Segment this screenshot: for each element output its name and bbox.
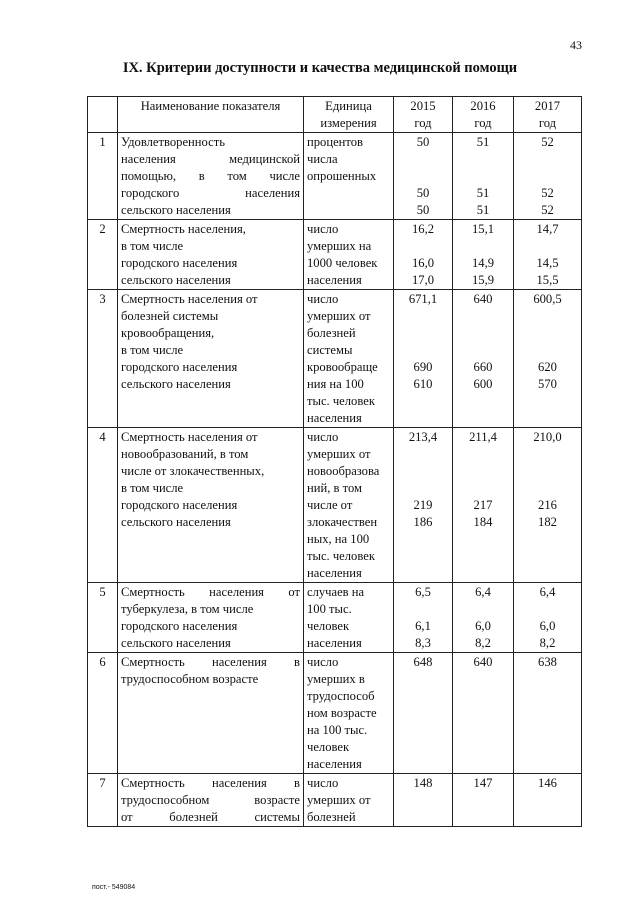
unit-line: умерших в [307, 672, 365, 686]
unit-line: число [307, 292, 339, 306]
value-2017-line [517, 238, 578, 255]
header-year-2017-l1: 2017 [534, 99, 561, 113]
value-2017-line: 620 [538, 360, 557, 374]
value-2016-line: 217 [473, 498, 493, 512]
value-2016-line [456, 168, 510, 185]
value-2016-line [456, 151, 510, 168]
value-2016-line: 184 [473, 515, 493, 529]
value-2016-line [456, 601, 510, 618]
section-title: IX. Критерии доступности и качества медицинской помощи [122, 60, 518, 76]
row-number: 1 [88, 133, 118, 220]
unit-of-measure [304, 774, 394, 827]
value-2017 [514, 133, 582, 220]
value-2015-line: 6,1 [415, 619, 431, 633]
header-year-2015-l1: 2015 [410, 99, 436, 113]
value-2016-line: 6,4 [475, 585, 491, 599]
value-2015 [394, 774, 453, 827]
value-2016 [453, 653, 514, 774]
unit-line: умерших от [307, 309, 371, 323]
value-2016 [453, 583, 514, 653]
indicator-name-line: числе от злокачественных, [121, 464, 265, 478]
unit-line: ном возрасте [307, 706, 377, 720]
value-2017-line: 52 [541, 135, 554, 149]
value-2017 [514, 774, 582, 827]
value-2017-line: 146 [538, 776, 557, 790]
table-row [88, 653, 582, 774]
unit-line: опрошенных [307, 169, 377, 183]
value-2016-line: 51 [476, 186, 490, 200]
value-2016-line [456, 308, 510, 325]
value-2015-line: 610 [413, 377, 433, 391]
unit-line: ний, в том [307, 481, 362, 495]
criteria-table [87, 96, 582, 827]
value-2015-line: 186 [413, 515, 433, 529]
value-2016 [453, 290, 514, 428]
unit-line: населения [307, 566, 362, 580]
value-2017-line: 52 [541, 186, 554, 200]
value-2017-line: 52 [541, 203, 554, 217]
unit-line: человек [307, 619, 350, 633]
unit-line: населения [307, 636, 362, 650]
header-unit-line1: Единица [325, 99, 372, 113]
indicator-name-line: Смертность населения в [121, 655, 300, 669]
row-number: 5 [88, 583, 118, 653]
value-2017-line: 15,5 [536, 273, 559, 287]
unit-line: болезней [307, 810, 356, 824]
unit-line: числе от [307, 498, 353, 512]
value-2017-line [517, 151, 578, 168]
unit-line: умерших от [307, 793, 371, 807]
indicator-name-line: кровообращения, [121, 326, 215, 340]
value-2015-line [397, 238, 449, 255]
indicator-name-line: в том числе [121, 343, 184, 357]
value-2017-line [517, 168, 578, 185]
value-2015-line: 50 [416, 186, 430, 200]
value-2016-line [456, 480, 510, 497]
indicator-name-line: туберкулеза, в том числе [121, 602, 254, 616]
value-2016-line: 660 [473, 360, 493, 374]
value-2017-line: 182 [538, 515, 557, 529]
value-2017 [514, 428, 582, 583]
value-2015-line: 219 [413, 498, 433, 512]
unit-line: число [307, 776, 339, 790]
indicator-name-line: городского населения [121, 498, 238, 512]
value-2016 [453, 774, 514, 827]
value-2015-line [397, 151, 449, 168]
unit-line: число [307, 655, 339, 669]
unit-line: ния на 100 [307, 377, 364, 391]
indicator-name-line: Удовлетворенность [121, 135, 225, 149]
value-2015-line [397, 480, 449, 497]
value-2015 [394, 290, 453, 428]
unit-line: кровообраще [307, 360, 378, 374]
unit-line: тыс. человек [307, 394, 375, 408]
value-2017-line: 6,4 [539, 585, 556, 599]
unit-line: число [307, 430, 339, 444]
row-number: 4 [88, 428, 118, 583]
unit-line: случаев на [307, 585, 365, 599]
indicator-name-line: Смертность населения от [121, 292, 258, 306]
value-2015-line: 690 [413, 360, 433, 374]
unit-of-measure [304, 290, 394, 428]
value-2015 [394, 583, 453, 653]
value-2017 [514, 653, 582, 774]
indicator-name-line: помощью, в том числе [121, 169, 300, 183]
indicator-name [118, 290, 304, 428]
value-2016-line [456, 463, 510, 480]
indicator-name-line: сельского населения [121, 377, 231, 391]
indicator-name [118, 583, 304, 653]
unit-line: ных, на 100 [307, 532, 370, 546]
indicator-name-line: трудоспособном возрасте [121, 793, 300, 807]
indicator-name-line: сельского населения [121, 273, 231, 287]
header-year-2015 [394, 97, 453, 133]
unit-line: населения [307, 757, 362, 771]
table-body [88, 133, 582, 827]
table-row [88, 774, 582, 827]
value-2015-line: 50 [416, 135, 430, 149]
unit-of-measure [304, 583, 394, 653]
indicator-name-line: городского населения [121, 256, 238, 270]
value-2017-line: 216 [538, 498, 557, 512]
value-2017-line [517, 325, 578, 342]
unit-of-measure [304, 133, 394, 220]
value-2017 [514, 290, 582, 428]
row-number: 3 [88, 290, 118, 428]
value-2016 [453, 220, 514, 290]
value-2016 [453, 133, 514, 220]
indicator-name [118, 220, 304, 290]
indicator-name-line: населения медицинской [121, 152, 300, 166]
value-2017-line [517, 480, 578, 497]
value-2015-line [397, 463, 449, 480]
row-number: 6 [88, 653, 118, 774]
header-year-2015-l2: год [414, 116, 432, 130]
value-2017-line: 570 [538, 377, 557, 391]
unit-line: процентов [307, 135, 363, 149]
value-2017 [514, 220, 582, 290]
unit-line: умерших от [307, 447, 371, 461]
header-year-2017-l2: год [538, 116, 557, 130]
value-2016-line: 14,9 [471, 256, 495, 270]
value-2015-line: 671,1 [408, 292, 438, 306]
table-row [88, 428, 582, 583]
value-2016-line [456, 446, 510, 463]
unit-line: 100 тыс. [307, 602, 352, 616]
indicator-name [118, 428, 304, 583]
value-2016-line [456, 342, 510, 359]
value-2016-line: 640 [473, 292, 493, 306]
header-unit [304, 97, 394, 133]
unit-line: тыс. человек [307, 549, 375, 563]
unit-line: системы [307, 343, 353, 357]
unit-line: человек [307, 740, 350, 754]
indicator-name-line: в том числе [121, 239, 184, 253]
table-row [88, 133, 582, 220]
header-num [88, 97, 118, 133]
value-2016-line: 600 [473, 377, 493, 391]
value-2015-line: 50 [416, 203, 430, 217]
value-2017-line: 6,0 [539, 619, 556, 633]
value-2015-line: 17,0 [411, 273, 435, 287]
indicator-name-line: трудоспособном возрасте [121, 672, 259, 686]
value-2015 [394, 220, 453, 290]
value-2017-line [517, 446, 578, 463]
indicator-name-line: в том числе [121, 481, 184, 495]
value-2015-line [397, 601, 449, 618]
indicator-name [118, 133, 304, 220]
header-year-2017 [514, 97, 582, 133]
page-number: 43 [570, 38, 582, 52]
value-2015-line [397, 325, 449, 342]
unit-line: злокачествен [307, 515, 378, 529]
indicator-name-line: сельского населения [121, 515, 231, 529]
value-2016-line: 640 [473, 655, 493, 669]
unit-line: населения [307, 411, 362, 425]
value-2017-line: 14,5 [536, 256, 559, 270]
table-row [88, 583, 582, 653]
header-unit-line2: измерения [320, 116, 377, 130]
value-2017-line: 210,0 [533, 430, 562, 444]
unit-line: трудоспособ [307, 689, 375, 703]
value-2016-line: 8,2 [475, 636, 491, 650]
value-2017-line [517, 342, 578, 359]
indicator-name-line: новообразований, в том [121, 447, 249, 461]
value-2017-line [517, 463, 578, 480]
value-2015-line: 16,2 [411, 222, 435, 236]
unit-line: числа [307, 152, 338, 166]
value-2016-line: 51 [476, 203, 490, 217]
value-2016-line: 15,9 [471, 273, 495, 287]
value-2015-line: 16,0 [411, 256, 435, 270]
indicator-name-line: сельского населения [121, 203, 231, 217]
unit-line: населения [307, 273, 362, 287]
value-2016-line [456, 325, 510, 342]
value-2016 [453, 428, 514, 583]
value-2017-line: 8,2 [539, 636, 556, 650]
value-2016-line: 51 [476, 135, 490, 149]
value-2017-line: 600,5 [533, 292, 562, 306]
value-2016-line: 211,4 [469, 430, 497, 444]
value-2016-line [456, 238, 510, 255]
value-2017-line: 14,7 [536, 222, 559, 236]
unit-line: 1000 человек [307, 256, 378, 270]
indicator-name-line: сельского населения [121, 636, 231, 650]
indicator-name-line: городского населения [121, 360, 238, 374]
unit-line: новообразова [307, 464, 380, 478]
value-2015-line: 148 [413, 776, 433, 790]
table-header [88, 97, 582, 133]
value-2017-line [517, 308, 578, 325]
value-2015 [394, 133, 453, 220]
unit-line: умерших на [307, 239, 372, 253]
table-row [88, 290, 582, 428]
value-2017 [514, 583, 582, 653]
indicator-name-line: Смертность населения от [121, 585, 300, 599]
indicator-name-line: городского населения [121, 186, 300, 200]
value-2015 [394, 653, 453, 774]
indicator-name [118, 653, 304, 774]
header-year-2016-l2: год [474, 116, 492, 130]
unit-of-measure [304, 220, 394, 290]
indicator-name [118, 774, 304, 827]
header-year-2016 [453, 97, 514, 133]
unit-line: на 100 тыс. [307, 723, 368, 737]
table-row [88, 220, 582, 290]
value-2015-line [397, 342, 449, 359]
indicator-name-line: болезней системы [121, 309, 219, 323]
indicator-name-line: Смертность населения от [121, 430, 258, 444]
header-year-2016-l1: 2016 [470, 99, 496, 113]
value-2016-line: 147 [473, 776, 493, 790]
unit-line: болезней [307, 326, 356, 340]
indicator-name-line: Смертность населения, [121, 222, 246, 236]
value-2015-line [397, 168, 449, 185]
value-2015-line: 8,3 [415, 636, 431, 650]
indicator-name-line: от болезней системы [121, 810, 300, 824]
value-2015-line: 213,4 [408, 430, 438, 444]
value-2015-line: 648 [413, 655, 433, 669]
value-2015-line [397, 446, 449, 463]
value-2015 [394, 428, 453, 583]
value-2015-line [397, 308, 449, 325]
value-2017-line: 638 [538, 655, 557, 669]
header-name: Наименование показателя [118, 97, 304, 133]
value-2015-line: 6,5 [415, 585, 431, 599]
indicator-name-line: Смертность населения в [121, 776, 300, 790]
indicator-name-line: городского населения [121, 619, 238, 633]
unit-of-measure [304, 428, 394, 583]
unit-of-measure [304, 653, 394, 774]
unit-line: число [307, 222, 339, 236]
value-2016-line: 6,0 [475, 619, 491, 633]
footer-code: пост.- 549084 [92, 884, 136, 891]
row-number: 7 [88, 774, 118, 827]
row-number: 2 [88, 220, 118, 290]
value-2017-line [517, 601, 578, 618]
value-2016-line: 15,1 [471, 222, 495, 236]
